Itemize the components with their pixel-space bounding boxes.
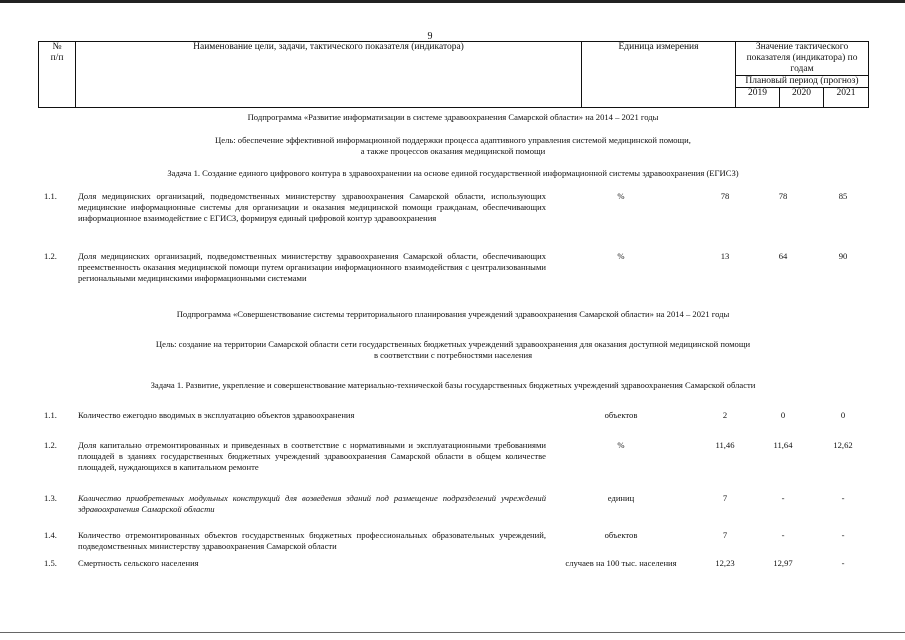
row-value-2019: 13 [720, 251, 730, 261]
bottom-edge [0, 632, 905, 633]
row-name: Количество ежегодно вводимых в эксплуатацию объектов здравоохранения [78, 410, 355, 420]
row-value-2020: 64 [778, 251, 788, 261]
row-number: 1.4. [44, 530, 57, 540]
page-number: 9 [427, 31, 433, 42]
row-value-2019: 78 [720, 191, 730, 201]
row-value-2021: - [841, 558, 845, 568]
row-unit: случаев на 100 тыс. населения [565, 558, 677, 568]
row-value-2020: - [781, 530, 785, 540]
header-col-period: Плановый период (прогноз) [736, 76, 869, 88]
goal-line: Цель: обеспечение эффективной информационной поддержки процесса адаптивного управления системой медицинской помощи, [215, 135, 691, 145]
goal-line: в соответствии с потребностями населения [373, 350, 533, 360]
row-value-2021: 85 [838, 191, 848, 201]
row-value-2021: - [841, 493, 845, 503]
row-name: Смертность сельского населения [78, 558, 199, 568]
row-number: 1.1. [44, 410, 57, 420]
header-year: 2019 [736, 88, 780, 108]
row-name: Доля капитально отремонтированных и приведенных в соответствие с нормативными и эксплуатационными требованиями площадей в зданиях государственных бюджетных учреждений здравоохранения Самарской области в общем количестве площадей, нуждающихся в капитальном ремонте [78, 440, 546, 472]
header-year: 2021 [824, 88, 869, 108]
row-unit: объектов [604, 410, 638, 420]
row-value-2019: 7 [722, 530, 728, 540]
subprogram-title: Подпрограмма «Совершенствование системы территориального планирования учреждений здравоохранения Самарской области» на 2014 – 2021 годы [176, 309, 730, 319]
row-number: 1.5. [44, 558, 57, 568]
row-value-2020: 12,97 [773, 558, 793, 568]
row-value-2019: 12,23 [715, 558, 735, 568]
row-unit: % [617, 191, 625, 201]
header-col-value: Значение тактического показателя (индикатора) по годам [736, 42, 869, 76]
row-value-2019: 11,46 [715, 440, 735, 450]
row-number: 1.2. [44, 440, 57, 450]
row-name: Количество отремонтированных объектов государственных бюджетных профессиональных образовательных учреждений, подведомственных министерству здравоохранения Самарской области [78, 530, 546, 551]
row-number: 1.2. [44, 251, 57, 261]
header-table [38, 41, 869, 108]
row-unit: % [617, 251, 625, 261]
row-value-2020: 11,64 [773, 440, 793, 450]
row-value-2020: - [781, 493, 785, 503]
subprogram-title: Подпрограмма «Развитие информатизации в системе здравоохранения Самарской области» на 2014 – 2021 годы [247, 112, 659, 122]
row-name: Доля медицинских организаций, подведомственных министерству здравоохранения Самарской области, использующих медицинские информационные системы для организации и оказания медицинской помощи гражданам, обеспечивающих информационное взаимодействие с ЕГИСЗ, формируя единый цифровой контур здравоохранения [78, 191, 546, 223]
row-unit: объектов [604, 530, 638, 540]
header-col-name: Наименование цели, задачи, тактического показателя (индикатора) [76, 42, 582, 108]
row-name: Количество приобретенных модульных конструкций для возведения зданий под размещение подразделений учреждений здравоохранения Самарской области [78, 493, 546, 514]
row-name: Доля медицинских организаций, подведомственных министерству здравоохранения Самарской области, обеспечивающих преемственность оказания медицинской помощи путем организации информационного взаимодействия с централизованными региональными медицинскими информационными системами [78, 251, 546, 283]
top-border [0, 0, 905, 3]
header-col-unit: Единица измерения [582, 42, 736, 108]
row-value-2021: 90 [838, 251, 848, 261]
task-title: Задача 1. Развитие, укрепление и совершенствование материально-технической базы государственных бюджетных учреждений здравоохранения Самарской области [150, 380, 756, 390]
header-year: 2020 [780, 88, 824, 108]
row-unit: единиц [607, 493, 635, 503]
row-value-2019: 7 [722, 493, 728, 503]
row-value-2021: 12,62 [833, 440, 853, 450]
row-value-2021: - [841, 530, 845, 540]
row-value-2020: 78 [778, 191, 788, 201]
row-value-2021: 0 [840, 410, 846, 420]
row-number: 1.1. [44, 191, 57, 201]
row-number: 1.3. [44, 493, 57, 503]
row-value-2020: 0 [780, 410, 786, 420]
row-value-2019: 2 [722, 410, 728, 420]
row-unit: % [617, 440, 625, 450]
task-title: Задача 1. Создание единого цифрового контура в здравоохранении на основе единой государственной информационной системы здравоохранения (ЕГИСЗ) [167, 168, 739, 178]
header-col-num: № п/п [39, 42, 76, 108]
goal-line: Цель: создание на территории Самарской области сети государственных бюджетных учреждений здравоохранения для оказания доступной медицинской помощи [155, 339, 751, 349]
goal-line: а также процессов оказания медицинской помощи [360, 146, 546, 156]
